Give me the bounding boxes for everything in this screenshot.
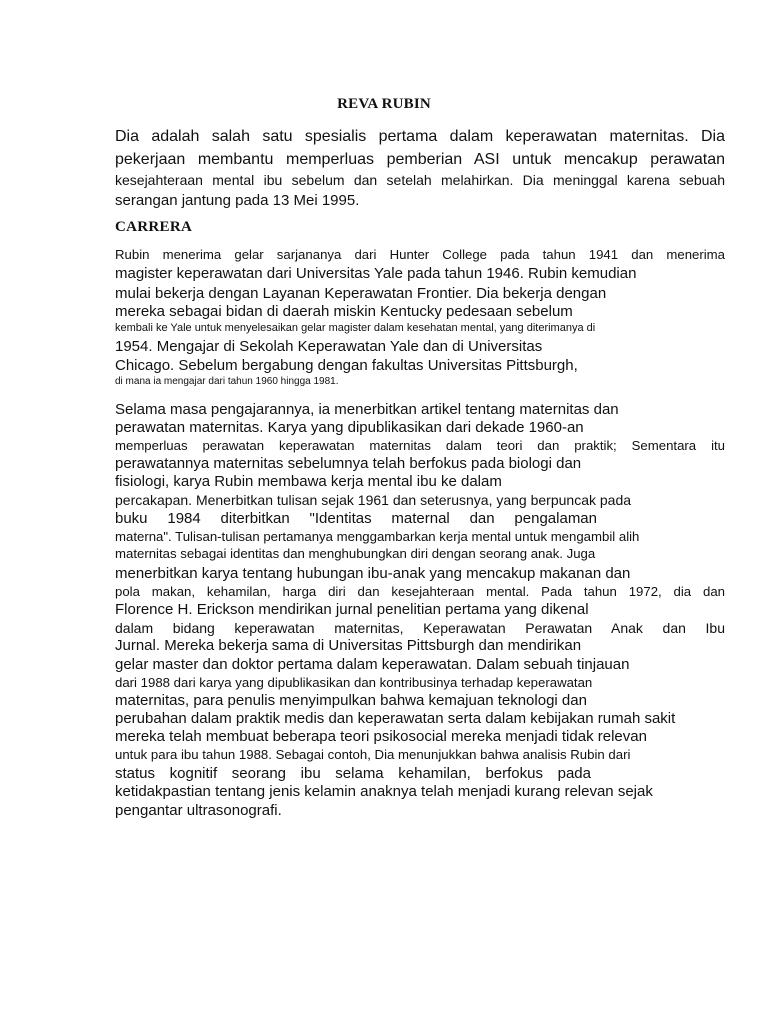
section-heading: CARRERA: [115, 219, 193, 235]
teaching-line: perawatannya maternitas sebelumnya telah berfokus pada biologi dan: [115, 455, 582, 472]
career-line: Rubin menerima gelar sarjananya dari Hunter College pada tahun 1941 dan menerima: [115, 247, 725, 262]
teaching-line: fisiologi, karya Rubin membawa kerja mental ibu ke dalam: [115, 473, 502, 490]
teaching-line: percakapan. Menerbitkan tulisan sejak 1961 dan seterusnya, yang berpuncak pada: [115, 492, 632, 508]
teaching-line: materna". Tulisan-tulisan pertamanya menggambarkan kerja mental untuk mengambil alih: [115, 529, 640, 544]
teaching-line: dari 1988 dari karya yang dipublikasikan dan kontribusinya terhadap keperawatan: [115, 675, 593, 690]
teaching-line: pola makan, kehamilan, harga diri dan kesejahteraan mental. Pada tahun 1972, dia dan: [115, 584, 725, 599]
intro-line: pekerjaan membantu memperluas pemberian ASI untuk mencakup perawatan: [115, 151, 725, 168]
career-line: mulai bekerja dengan Layanan Keperawatan Frontier. Dia bekerja dengan: [115, 285, 607, 302]
teaching-line: Jurnal. Mereka bekerja sama di Universitas Pittsburgh dan mendirikan: [115, 637, 582, 654]
career-line: di mana ia mengajar dari tahun 1960 hingga 1981.: [115, 376, 339, 387]
teaching-line: dalam bidang keperawatan maternitas, Keperawatan Perawatan Anak dan Ibu: [115, 620, 725, 636]
career-line: Chicago. Sebelum bergabung dengan fakultas Universitas Pittsburgh,: [115, 357, 578, 374]
career-line: kembali ke Yale untuk menyelesaikan gelar magister dalam kesehatan mental, yang diterimanya di: [115, 322, 596, 334]
teaching-line: perubahan dalam praktik medis dan keperawatan serta dalam kebijakan rumah sakit: [115, 710, 676, 727]
teaching-line: menerbitkan karya tentang hubungan ibu-anak yang mencakup makanan dan: [115, 565, 631, 582]
teaching-line: pengantar ultrasonografi.: [115, 802, 282, 819]
teaching-line: perawatan maternitas. Karya yang dipublikasikan dari dekade 1960-an: [115, 419, 584, 436]
teaching-line: maternitas, para penulis menyimpulkan bahwa kemajuan teknologi dan: [115, 692, 587, 709]
intro-line: serangan jantung pada 13 Mei 1995.: [115, 192, 360, 209]
teaching-line: buku 1984 diterbitkan "Identitas maternal dan pengalaman: [115, 510, 597, 527]
career-line: magister keperawatan dari Universitas Yale pada tahun 1946. Rubin kemudian: [115, 265, 637, 282]
intro-line: Dia adalah salah satu spesialis pertama dalam keperawatan maternitas. Dia: [115, 128, 725, 145]
teaching-line: Florence H. Erickson mendirikan jurnal penelitian pertama yang dikenal: [115, 601, 589, 618]
career-line: 1954. Mengajar di Sekolah Keperawatan Yale dan di Universitas: [115, 338, 543, 355]
teaching-line: ketidakpastian tentang jenis kelamin anaknya telah menjadi kurang relevan sejak: [115, 783, 653, 800]
teaching-line: gelar master dan doktor pertama dalam keperawatan. Dalam sebuah tinjauan: [115, 656, 630, 673]
career-line: mereka sebagai bidan di daerah miskin Kentucky pedesaan sebelum: [115, 303, 573, 320]
teaching-line: maternitas sebagai identitas dan menghubungkan diri dengan seorang anak. Juga: [115, 546, 596, 561]
teaching-line: status kognitif seorang ibu selama kehamilan, berfokus pada: [115, 765, 591, 782]
teaching-line: memperluas perawatan keperawatan maternitas dalam teori dan praktik; Sementara itu: [115, 438, 725, 453]
teaching-line: mereka telah membuat beberapa teori psikosocial mereka menjadi tidak relevan: [115, 728, 647, 745]
document-title: REVA RUBIN: [337, 96, 431, 112]
intro-line: kesejahteraan mental ibu sebelum dan setelah melahirkan. Dia meninggal karena sebuah: [115, 172, 725, 188]
teaching-line: untuk para ibu tahun 1988. Sebagai contoh, Dia menunjukkan bahwa analisis Rubin dari: [115, 747, 631, 762]
teaching-line: Selama masa pengajarannya, ia menerbitkan artikel tentang maternitas dan: [115, 401, 619, 418]
